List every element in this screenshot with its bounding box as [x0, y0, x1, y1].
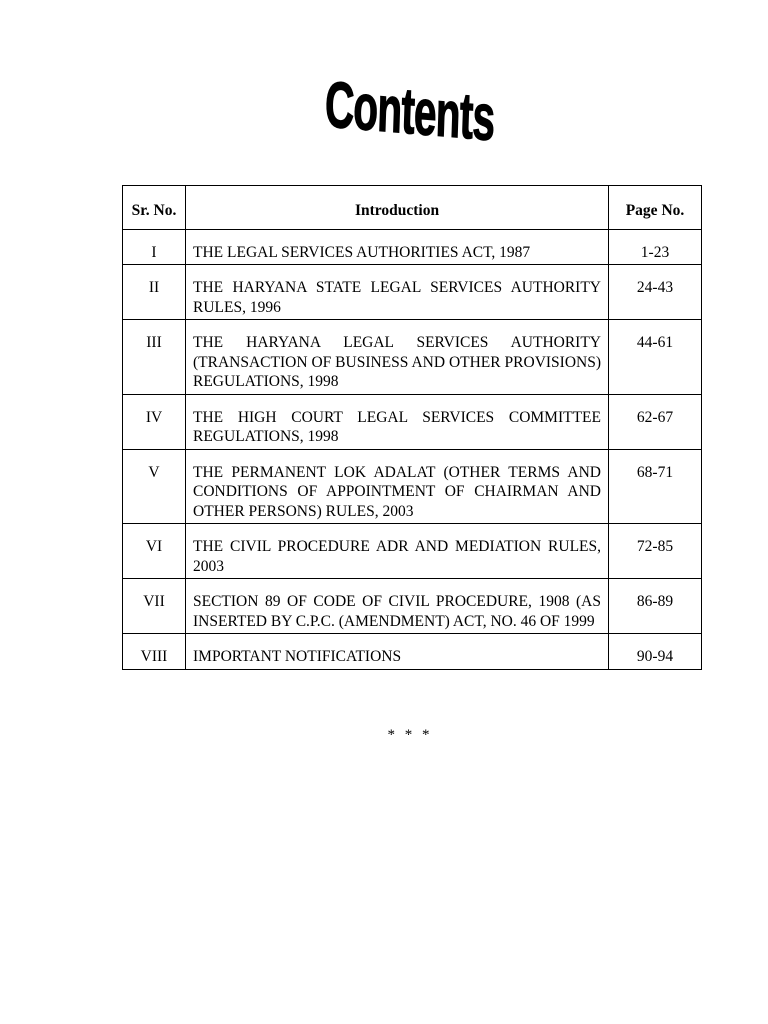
row-pages: 44-61: [609, 320, 702, 395]
row-title: SECTION 89 OF CODE OF CIVIL PROCEDURE, 1908 (AS INSERTED BY C.P.C. (AMENDMENT) ACT, NO. 46 OF 1999: [186, 579, 609, 634]
table-row: [123, 524, 702, 579]
row-sr-no: II: [123, 265, 186, 320]
title-block: [0, 68, 768, 156]
row-sr-no: VI: [123, 524, 186, 579]
row-pages: 72-85: [609, 524, 702, 579]
contents-table: [122, 185, 702, 670]
row-pages: 24-43: [609, 265, 702, 320]
row-title: THE PERMANENT LOK ADALAT (OTHER TERMS AND CONDITIONS OF APPOINTMENT OF CHAIRMAN AND OTHER PERSONS) RULES, 2003: [186, 449, 609, 524]
row-sr-no: VIII: [123, 634, 186, 670]
row-title: IMPORTANT NOTIFICATIONS: [186, 634, 609, 670]
row-sr-no: V: [123, 449, 186, 524]
row-pages: 62-67: [609, 394, 702, 449]
row-title: THE HIGH COURT LEGAL SERVICES COMMITTEE REGULATIONS, 1998: [186, 394, 609, 449]
row-title: THE HARYANA LEGAL SERVICES AUTHORITY (TRANSACTION OF BUSINESS AND OTHER PROVISIONS) REGULATIONS, 1998: [186, 320, 609, 395]
table-row: [123, 579, 702, 634]
row-sr-no: IV: [123, 394, 186, 449]
table-row: [123, 449, 702, 524]
end-mark: * * *: [387, 727, 433, 743]
row-title: THE LEGAL SERVICES AUTHORITIES ACT, 1987: [186, 229, 609, 265]
row-pages: 1-23: [609, 229, 702, 265]
row-pages: 90-94: [609, 634, 702, 670]
header-introduction: Introduction: [186, 186, 609, 230]
row-pages: 86-89: [609, 579, 702, 634]
row-sr-no: III: [123, 320, 186, 395]
table-row: [123, 634, 702, 670]
row-sr-no: VII: [123, 579, 186, 634]
row-pages: 68-71: [609, 449, 702, 524]
header-page-no: Page No.: [609, 186, 702, 230]
table-row: [123, 394, 702, 449]
header-sr-no: Sr. No.: [123, 186, 186, 230]
table-header-row: [123, 186, 702, 230]
page-title: Contents: [324, 68, 496, 156]
row-title: THE CIVIL PROCEDURE ADR AND MEDIATION RULES, 2003: [186, 524, 609, 579]
table-row: [123, 229, 702, 265]
table-row: [123, 320, 702, 395]
row-sr-no: I: [123, 229, 186, 265]
row-title: THE HARYANA STATE LEGAL SERVICES AUTHORITY RULES, 1996: [186, 265, 609, 320]
table-row: [123, 265, 702, 320]
